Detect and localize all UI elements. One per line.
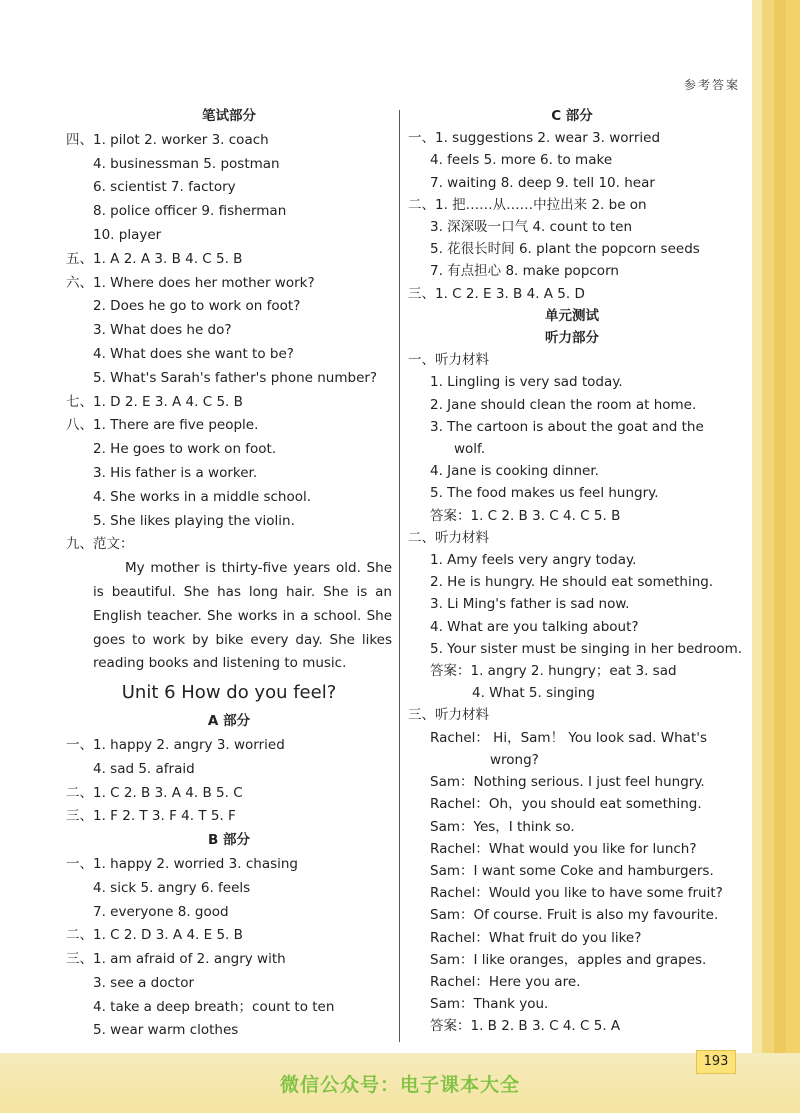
right-line: 三、1. C 2. E 3. B 4. A 5. D bbox=[408, 285, 585, 302]
left-line: 5. What's Sarah's father's phone number? bbox=[93, 369, 378, 386]
right-line: 3. 深深吸一口气 4. count to ten bbox=[430, 219, 633, 236]
left2-line: 7. everyone 8. good bbox=[93, 903, 229, 920]
left2-line: 二、1. C 2. B 3. A 4. B 5. C bbox=[66, 784, 243, 801]
page-number: 193 bbox=[696, 1050, 736, 1074]
left2-line: 3. see a doctor bbox=[93, 974, 195, 991]
watermark-text: 微信公众号：电子课本大全 bbox=[279, 1074, 520, 1096]
left-answers-bottom bbox=[66, 710, 392, 1043]
right-line: 5. The food makes us feel hungry. bbox=[430, 485, 659, 502]
right-line: Sam：Of course. Fruit is also my favourite. bbox=[430, 907, 719, 924]
right-line: 2. He is hungry. He should eat something. bbox=[430, 574, 714, 591]
left-line: 4. What does she want to be? bbox=[93, 345, 294, 362]
right-line: Sam：Nothing serious. I just feel hungry. bbox=[430, 774, 705, 791]
unit-title: Unit 6 How do you feel? bbox=[121, 682, 337, 704]
right-line: Sam：I want some Coke and hamburgers. bbox=[430, 862, 714, 879]
left2-line: 4. sad 5. afraid bbox=[93, 760, 195, 777]
right-line: wrong? bbox=[490, 751, 539, 768]
right-line: Sam：I like oranges，apples and grapes. bbox=[430, 951, 707, 968]
header-tag: 参考答案 bbox=[683, 78, 740, 92]
right-line: Rachel：Oh，you should eat something. bbox=[430, 796, 702, 813]
right-line: Rachel：Would you like to have some fruit? bbox=[430, 885, 723, 902]
left-line: 九、范文： bbox=[66, 536, 134, 553]
left-line: 5. She likes playing the violin. bbox=[93, 512, 295, 529]
right-line: 7. waiting 8. deep 9. tell 10. hear bbox=[430, 174, 655, 191]
left2-line: 三、1. am afraid of 2. angry with bbox=[66, 951, 286, 968]
right-line: 5. 花很长时间 6. plant the popcorn seeds bbox=[430, 241, 700, 258]
right-line: 3. Li Ming's father is sad now. bbox=[430, 596, 630, 613]
left2-line: 4. sick 5. angry 6. feels bbox=[93, 879, 251, 896]
left-line: 4. businessman 5. postman bbox=[93, 155, 280, 172]
right-line: 3. The cartoon is about the goat and the bbox=[430, 418, 704, 435]
column-divider bbox=[399, 110, 400, 1042]
right-line: C 部分 bbox=[551, 108, 593, 124]
right-line: 一、听力材料 bbox=[408, 352, 489, 369]
essay-text: My mother is thirty-five years old. She is beautiful. She has long hair. She is an English teacher. She works in a school. She goes to work by bike every day. She likes reading books and listening to music. bbox=[93, 560, 392, 672]
left-line: 四、1. pilot 2. worker 3. coach bbox=[66, 131, 269, 148]
left-line: 6. scientist 7. factory bbox=[93, 179, 236, 196]
left-line: 3. His father is a worker. bbox=[93, 464, 258, 481]
left2-line: 一、1. happy 2. worried 3. chasing bbox=[66, 855, 299, 872]
left-column bbox=[66, 105, 392, 1043]
right-column bbox=[408, 105, 743, 1038]
right-line: 答案：1. angry 2. hungry；eat 3. sad bbox=[430, 663, 677, 680]
right-line: 二、听力材料 bbox=[408, 529, 489, 546]
left-line: 笔试部分 bbox=[202, 108, 256, 124]
right-line: 三、听力材料 bbox=[408, 707, 489, 724]
right-line: Rachel： Hi，Sam！ You look sad. What's bbox=[430, 729, 707, 746]
left2-line: 4. take a deep breath；count to ten bbox=[93, 998, 335, 1015]
right-answers bbox=[408, 105, 743, 1038]
right-line: 单元测试 bbox=[545, 307, 599, 324]
left2-line: 三、1. F 2. T 3. F 4. T 5. F bbox=[66, 808, 236, 825]
right-line: 1. Amy feels very angry today. bbox=[430, 552, 637, 569]
right-line: 4. feels 5. more 6. to make bbox=[430, 152, 613, 169]
left-line: 3. What does he do? bbox=[93, 322, 232, 339]
left-line: 2. He goes to work on foot. bbox=[93, 441, 277, 458]
right-line: 听力部分 bbox=[545, 330, 599, 347]
right-line: 答案：1. B 2. B 3. C 4. C 5. A bbox=[430, 1018, 621, 1035]
right-line: 5. Your sister must be singing in her bedroom. bbox=[430, 640, 743, 657]
left2-line: 一、1. happy 2. angry 3. worried bbox=[66, 736, 285, 753]
left-line: 2. Does he go to work on foot? bbox=[93, 298, 301, 315]
right-line: 2. Jane should clean the room at home. bbox=[430, 396, 697, 413]
left-line: 七、1. D 2. E 3. A 4. C 5. B bbox=[66, 393, 243, 410]
right-line: 7. 有点担心 8. make popcorn bbox=[430, 263, 619, 280]
right-line: Rachel：What would you like for lunch? bbox=[430, 840, 697, 857]
left-answers-top bbox=[66, 105, 392, 557]
left2-line: B 部分 bbox=[208, 832, 250, 849]
right-line: 二、1. 把……从……中拉出来 2. be on bbox=[408, 196, 647, 213]
left-line: 8. police officer 9. fisherman bbox=[93, 203, 287, 220]
left-line: 八、1. There are five people. bbox=[66, 417, 259, 434]
right-line: Sam：Yes，I think so. bbox=[430, 818, 575, 835]
right-line: wolf. bbox=[454, 441, 486, 458]
left2-line: A 部分 bbox=[207, 713, 251, 730]
right-line: 4. Jane is cooking dinner. bbox=[430, 463, 599, 480]
right-line: Sam：Thank you. bbox=[430, 996, 549, 1013]
right-line: 一、1. suggestions 2. wear 3. worried bbox=[408, 130, 661, 147]
right-line: 4. What 5. singing bbox=[472, 685, 595, 702]
right-line: Rachel：Here you are. bbox=[430, 973, 581, 990]
essay-paragraph bbox=[66, 557, 392, 676]
left2-line: 5. wear warm clothes bbox=[93, 1022, 239, 1039]
left2-line: 二、1. C 2. D 3. A 4. E 5. B bbox=[66, 927, 243, 944]
right-line: Rachel：What fruit do you like? bbox=[430, 929, 642, 946]
left-line: 10. player bbox=[93, 226, 162, 243]
right-line: 1. Lingling is very sad today. bbox=[430, 374, 623, 391]
right-line: 4. What are you talking about? bbox=[430, 618, 639, 635]
right-line: 答案：1. C 2. B 3. C 4. C 5. B bbox=[430, 507, 621, 524]
left-line: 五、1. A 2. A 3. B 4. C 5. B bbox=[66, 250, 243, 267]
left-line: 4. She works in a middle school. bbox=[93, 488, 312, 505]
left-line: 六、1. Where does her mother work? bbox=[66, 274, 315, 291]
